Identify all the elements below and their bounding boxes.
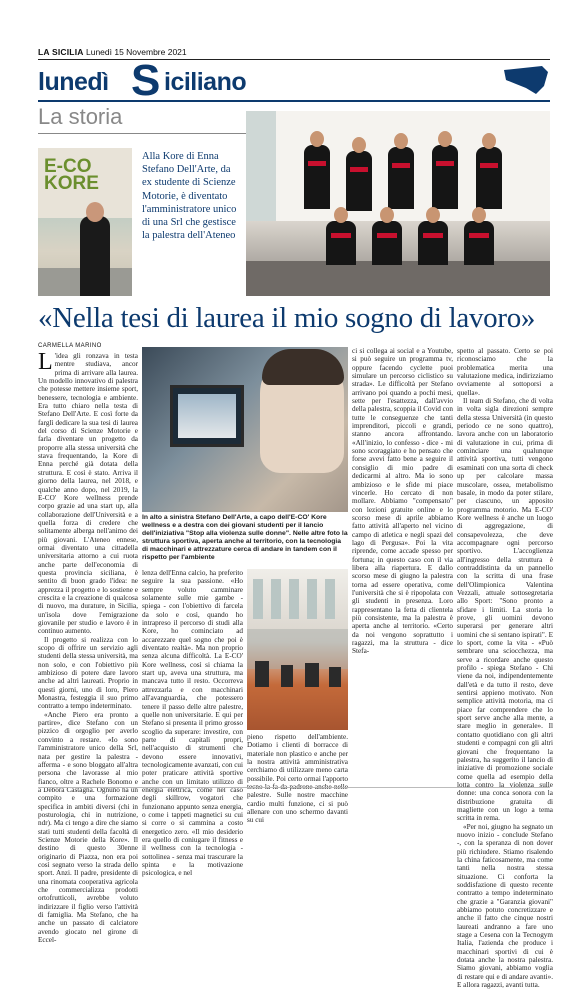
article-paragraph: «Anche Piero era pronto a partire», dice Stefano con un pizzico di orgoglio per averlo convinto a restare. «Io sono l'amministratore unico della Srl, nata per gestire la palestra - afferma - e sono bloggato all'altra persona che lavorasse al mio fianco, oltre a Rachele Bonomo e a Debora Castagna. Ognuno ha un compito e una formazione specifica in ambiti diversi (chi in posturologia, chi in nutrizione, ndr). Ma ci tengo a dire che siamo stati tutti studenti della facoltà di Scienze Motorie della Kore». Il destino di questo 30enne originario di Piazza, non era poi così segnato verso la strada dello sport. Anzi. Il padre, presidente di una rinomata cooperativa agricola che commercializza prodotti ortofrutticoli, avrebbe voluto indirizzare il figlio verso l'attività di famiglia. Ma Stefano, che ha anche un passato di calciatore avendo giocato nel girone di Eccel- bbox=[38, 710, 138, 945]
team-shirt-stripe bbox=[436, 161, 454, 166]
article-column-4 bbox=[352, 347, 453, 782]
portrait-figure bbox=[80, 216, 110, 296]
section-band-initial: S bbox=[131, 56, 161, 105]
section-band-suffix: iciliano bbox=[164, 68, 247, 96]
masthead-paper: LA SICILIA bbox=[38, 47, 84, 57]
phone-screen bbox=[178, 394, 236, 438]
team-shirt-stripe bbox=[392, 163, 410, 168]
gym-machine bbox=[281, 665, 293, 687]
team-person bbox=[432, 145, 458, 209]
team-person-kneeling bbox=[372, 221, 402, 265]
gym-window bbox=[253, 579, 263, 619]
rubric: La storia bbox=[38, 104, 123, 129]
team-shirt-stripe bbox=[350, 167, 368, 172]
team-person-head bbox=[438, 131, 452, 147]
team-shirt-stripe bbox=[377, 233, 397, 238]
phone-device bbox=[170, 385, 244, 447]
portrait-photo bbox=[38, 148, 132, 296]
photo-caption: In alto a sinistra Stefano Dell'Arte, a capo dell'E-CO' Kore wellness e a destra con dei giovani studenti per il lancio dell'iniziativa "Stop alla violenza sulle donne". Nelle altre foto la struttura sportiva, aperta anche al territorio, con la tecnologia di macchinari e attrezzature cerca di andare in tandem con il rispetto per l'ambiente bbox=[142, 514, 348, 562]
article-paragraph: Il team di Stefano, che di volta in volta sigla direzioni sempre della stessa Università (in questo periodo ce ne sono quattro), lavora anche con un laboratorio di valutazione in cui, prima di cominciare una qualunque attività sportiva, tutti vengono esaminati con una sorta di check up per calcolare massa muscolare, ossea, metabolismo basale, in modo da poter stilare, per ciascuno, un apposito programma motorio. Ma E-CO' Kore wellness è anche un luogo di aggregazione, di consapevolezza, che deve accompagnare ogni percorso sportivo. L'accoglienza all'ingresso della struttura è contraddistinta da un pannello con la scritta di una frase dell'Olimpionica Valentina Vezzali, attuale sottosegretaria allo Sport: "Sono pronto a sfidare i limiti. La storia lo prove, gli uomini devono superarsi per generare altri uomini che si sentano ispirati". E lo sport, come la vita - «Può sembrare una sciocchezza, ma serve a ricordare anche questo profilo - spiega Stefano - Chi viene da noi, indipendentemente dall'età e da tutto il resto, deve sentirsi appieno motivato. Non semplice attività motoria, ma ci piace far comprendere che lo sport serve anche alla mente, a stare meglio in generale». Il contatto quotidiano con gli altri studenti e compagni con gli altri giovani che frequentano la palestra, ha suggerito il lancio di iniziative di promozione sociale come quella ad esempio della lotta contro la violenza sulle donne: una conca sonora con la distribuzione gratuita di magliette con un logo a tema scritta in rema. bbox=[457, 397, 553, 823]
section-band bbox=[38, 56, 550, 105]
gym-window bbox=[307, 579, 317, 619]
team-person-head bbox=[334, 207, 348, 223]
phone-photo-hair bbox=[262, 349, 344, 385]
phone-photo bbox=[142, 347, 348, 512]
article-paragraph: L 'idea gli ronzava in testa mentre studiava, ancor prima di arrivare alla laurea. Un modello innovativo di palestra che potesse mettere insieme sport, benessere, tecnologia e ambiente. Era tutto chiaro nella testa di Stefano Dell'Arte. E così forte da farglì dedicare la sua tesi di laurea del corso di Scienze Motorie e farla diventare un progetto da proporre alla stessa università che stava frequentando, la Kore di Enna perché già dotata della struttura. E così è stato. Arriva il giorno della laurea, nel 2018, e qualche anno dopo, nel 2019, la E-CO' Kore wellness prende corpo grazie ad una start up, alla collaborazione dell'Università e a quella forza di credere che solitamente alberga nell'animo dei più giovani. L'Ateneo ennese, ormai diventato una cittadella universitaria attorno a cui ruota anche parte dell'economia di questa provincia siciliana, è sentito di buon grado l'idea: ne apprezza il progetto e lo sostiene e crescita e la creazione di qualcosa di nuovo, ma durature, in Sicilia, un'isola dove l'emigrazione giovanile per studio e lavoro è in continuo aumento. bbox=[38, 349, 138, 636]
section-band-prefix: lunedì bbox=[38, 68, 109, 96]
article-paragraph: pieno rispetto dell'ambiente. Dotiamo i clienti di borracce di materiale non plastico e anche per la nostra attività amministrativa cerchiamo di utilizzare meno carta possibile. Poi certo ormai l'apporto tecno la fa da padrone anche nelle palestre. Sulle nostre macchine cardio multi funzione, ci si può allenare con uno schermo davanti su cui bbox=[247, 733, 348, 825]
byline: CARMELLA MARINO bbox=[38, 343, 102, 349]
article-paragraph: spetto al passato. Certo se poi riconosciamo che la problematica merita una valutazione medica, indirizziamo ovviamente al sottoporsi a quella». bbox=[457, 347, 553, 397]
team-person-head bbox=[426, 207, 440, 223]
masthead-date: Lunedì 15 Novembre 2021 bbox=[85, 47, 187, 57]
team-person-head bbox=[482, 133, 496, 149]
team-person bbox=[476, 147, 502, 209]
deck-summary: Alla Kore di Enna Stefano Dell'Arte, da ex studente di Scienze Motorie, è diventato l'amministratore unico di una Srl che gestisce la palestra dell'Ateneo bbox=[142, 151, 237, 242]
team-shirt-stripe bbox=[308, 161, 326, 166]
team-person-head bbox=[394, 133, 408, 149]
team-person-head bbox=[380, 207, 394, 223]
team-shirt-stripe bbox=[423, 233, 443, 238]
bottom-rule bbox=[38, 787, 550, 788]
headline: «Nella tesi di laurea il mio sogno di lavoro» bbox=[38, 302, 536, 334]
team-window bbox=[246, 111, 276, 221]
portrait-head bbox=[86, 202, 104, 222]
article-column-3 bbox=[247, 733, 348, 825]
team-person-head bbox=[472, 207, 486, 223]
team-floor bbox=[246, 261, 550, 296]
gym-window bbox=[289, 579, 299, 619]
team-shirt-stripe bbox=[331, 233, 351, 238]
masthead bbox=[38, 47, 550, 59]
team-shirt-stripe bbox=[469, 233, 489, 238]
article-paragraph: Il progetto si realizza con lo scopo di offrire un servizio agli studenti della stessa università, ma non solo, e con l'obiettivo più ambizioso di potere dare lavoro anche ad altri laureati. Proprio in questi giorni, uno di loro, Piero Monastra, festeggia il suo primo contratto a tempo indeterminato. bbox=[38, 635, 138, 711]
team-person-kneeling bbox=[464, 221, 494, 265]
drop-cap: L bbox=[38, 349, 53, 375]
gym-window bbox=[325, 579, 335, 619]
team-person-head bbox=[310, 131, 324, 147]
article-column-2 bbox=[142, 569, 243, 878]
article-paragraph: lenza dell'Enna calcio, ha preferito seguire la sua passione. «Ho sempre voluto camminare solamente sulle mie gambe - spiega - con l'obiettivo di farcela da solo e così, quando ho intrapreso il percorso di studi alla Kore, ho cominciato ad accarezzare quel sogno che poi è diventato realtà». Ma non proprio senza alcuna difficoltà. La E-CO' Kore wellness, così si chiama la start up, aveva una struttura, ma mancava tutto il resto. Occorreva attrezzarla e con macchinari all'avanguardia, che potessero tenere il passo delle altre palestre, quelle non universitarie. E qui per Stefano si presenta il primo grosso scoglio da superare: investire, con parte di capitali propri, nell'acquisto di strumenti che devono essere innovativi, tecnologicamente avanzati, con cui poter praticare attività sportive anche con un limitato utilizzo di energia elettrica, come nel caso degli skillrow, vogatori che funzionano appunto senza energia, o come i tappeti magnetici su cui si corre o si cammina a costo energetico zero. «Il mio desiderio era quello di coniugare il fitness e il wellness con la tecnologia - sottolinea - senza mai trascurare la spinta e la motivazione psicologica, e nel bbox=[142, 569, 243, 878]
team-person-kneeling bbox=[326, 221, 356, 265]
sicily-map-icon bbox=[502, 64, 550, 96]
gym-window bbox=[271, 579, 281, 619]
portrait-logo: E-CO KORE bbox=[44, 156, 99, 194]
team-shirt-stripe bbox=[480, 163, 498, 168]
article-column-5 bbox=[457, 347, 553, 989]
gym-machine bbox=[329, 667, 341, 687]
team-person bbox=[346, 151, 372, 211]
team-person-head bbox=[352, 137, 366, 153]
masthead-rule bbox=[38, 59, 550, 60]
team-person-kneeling bbox=[418, 221, 448, 265]
article-column-1 bbox=[38, 349, 138, 945]
article-paragraph: «Per noi, giugno ha segnato un nuovo inizio - conclude Stefano -, con la speranza di non dover più richiudere. Stiamo risalendo la china faticosamente, ma come tanti nella nostra stessa situazione. Ci conforta la soddisfazione di questo recente contratto a tempo indeterminato che grazie a "Garanzia giovani" abbiamo potuto concretizzare e anche il fatto che cinque nostri laureati andranno a fare uno stage a Cesena con la Tecnogym Italia, l'azienda che produce i macchinari sportivi di cui è dotata anche la nostra palestra. Siamo giovani, abbiamo voglia di restare qui e di andare avanti». E allora ragazzi, avanti tutta. bbox=[457, 822, 553, 989]
gym-photo bbox=[247, 569, 348, 730]
gym-machine bbox=[255, 661, 269, 687]
article-paragraph: ci si collega ai social e a Youtube, si può seguire un programma tv, oppure facendo cyclette puoi simulare un percorso ciclistico su strada». Le difficoltà per Stefano arrivano poi quando a pochi mesi, sette per l'esattezza, dall'avvio della palestra, scoppia il Covid con tutte le conseguenze che tanti imprenditori, piccoli e grandi, stanno ancora affrontando. «All'inizio, lo confesso - dice - mi sono scoraggiato e ho pensato che forse avevi fatto bene a seguire il consiglio di mio padre di dedicarmi al altro. Ma io sono ambizioso e le sfide mi piace vincerle. Ho cercato di non mollare. Abbiamo "compensato" con lezioni gratuite online e lo scorso mese di aprile abbiamo fatto attività all'aperto nel vicino campo di atletica e negli spazi del lago di Pergusa». Poi la vita riprende, come accade spesso per fortuna; in questo caso con il via libera alla riapertura. E dallo scorso mese di giugno la palestra torna ad essere operativa, come l'università che si è ripopolata con gli studenti in presenza. Loro rappresentano la fetta di clientela più consistente, ma la palestra è aperta anche al territorio. «Certo da noi vengono soprattutto i ragazzi, ma la struttura - dice Stefa- bbox=[352, 347, 453, 656]
gym-machine bbox=[305, 663, 319, 687]
team-photo bbox=[246, 111, 550, 296]
team-person bbox=[388, 147, 414, 209]
section-band-rule bbox=[38, 100, 550, 102]
team-person bbox=[304, 145, 330, 209]
